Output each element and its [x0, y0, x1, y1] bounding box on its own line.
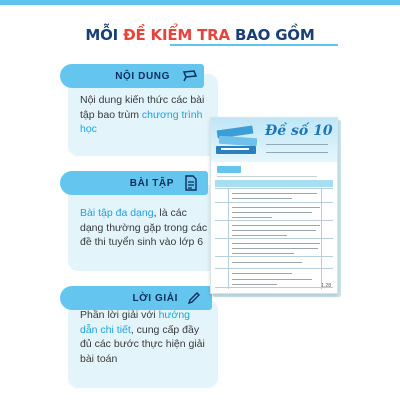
document-icon [180, 172, 202, 194]
content-card-text [80, 93, 208, 137]
headline-part-1: MỖI [85, 26, 119, 44]
exam-title: Đề số 10 [265, 123, 333, 139]
headline-part-3: BAO GỒM [234, 26, 315, 44]
question-row [215, 188, 333, 202]
books-illustration-icon [213, 120, 263, 160]
exam-preview [210, 117, 338, 294]
table-header [215, 180, 333, 187]
class-field [266, 152, 328, 153]
question-row [215, 256, 333, 268]
exercise-highlight: Bài tập đa dạng [80, 207, 154, 219]
question-row [215, 220, 333, 238]
exercise-text: , là các dạng thường gặp trong các đề thi tuyển sinh vào lớp 6 [80, 207, 208, 248]
section-tag [217, 166, 241, 173]
bookmark-icon [179, 65, 201, 87]
solution-text-1: Phần lời giải với [80, 309, 159, 321]
top-color-band [0, 0, 400, 5]
solution-text-2: , cung cấp đầy đủ các bước thực hiện giải bài toán [80, 323, 205, 365]
headline-underline [170, 44, 338, 46]
solution-highlight: hướng dẫn chi tiết [80, 309, 190, 336]
question-row [215, 238, 333, 256]
instruction-line [217, 176, 317, 177]
page-number: 1.28 [321, 283, 331, 289]
headline-highlight: ĐỀ KIỂM TRA [123, 26, 230, 44]
content-highlight: chương trình học [80, 108, 203, 135]
question-row [215, 268, 333, 288]
solution-card-text [80, 308, 208, 366]
content-text: Nội dung kiến thức các bài tập bao trùm [80, 94, 205, 121]
exam-preview-header [211, 118, 337, 162]
exercise-tab-label: BÀI TẬP [129, 177, 174, 189]
pencil-icon [183, 287, 205, 309]
page-headline [0, 26, 400, 44]
exercise-card-text [80, 206, 208, 250]
question-row [215, 202, 333, 220]
content-tab-label: NỘI DUNG [115, 70, 170, 82]
name-field [266, 144, 328, 145]
solution-tab-label: LỜI GIẢI [132, 292, 178, 304]
